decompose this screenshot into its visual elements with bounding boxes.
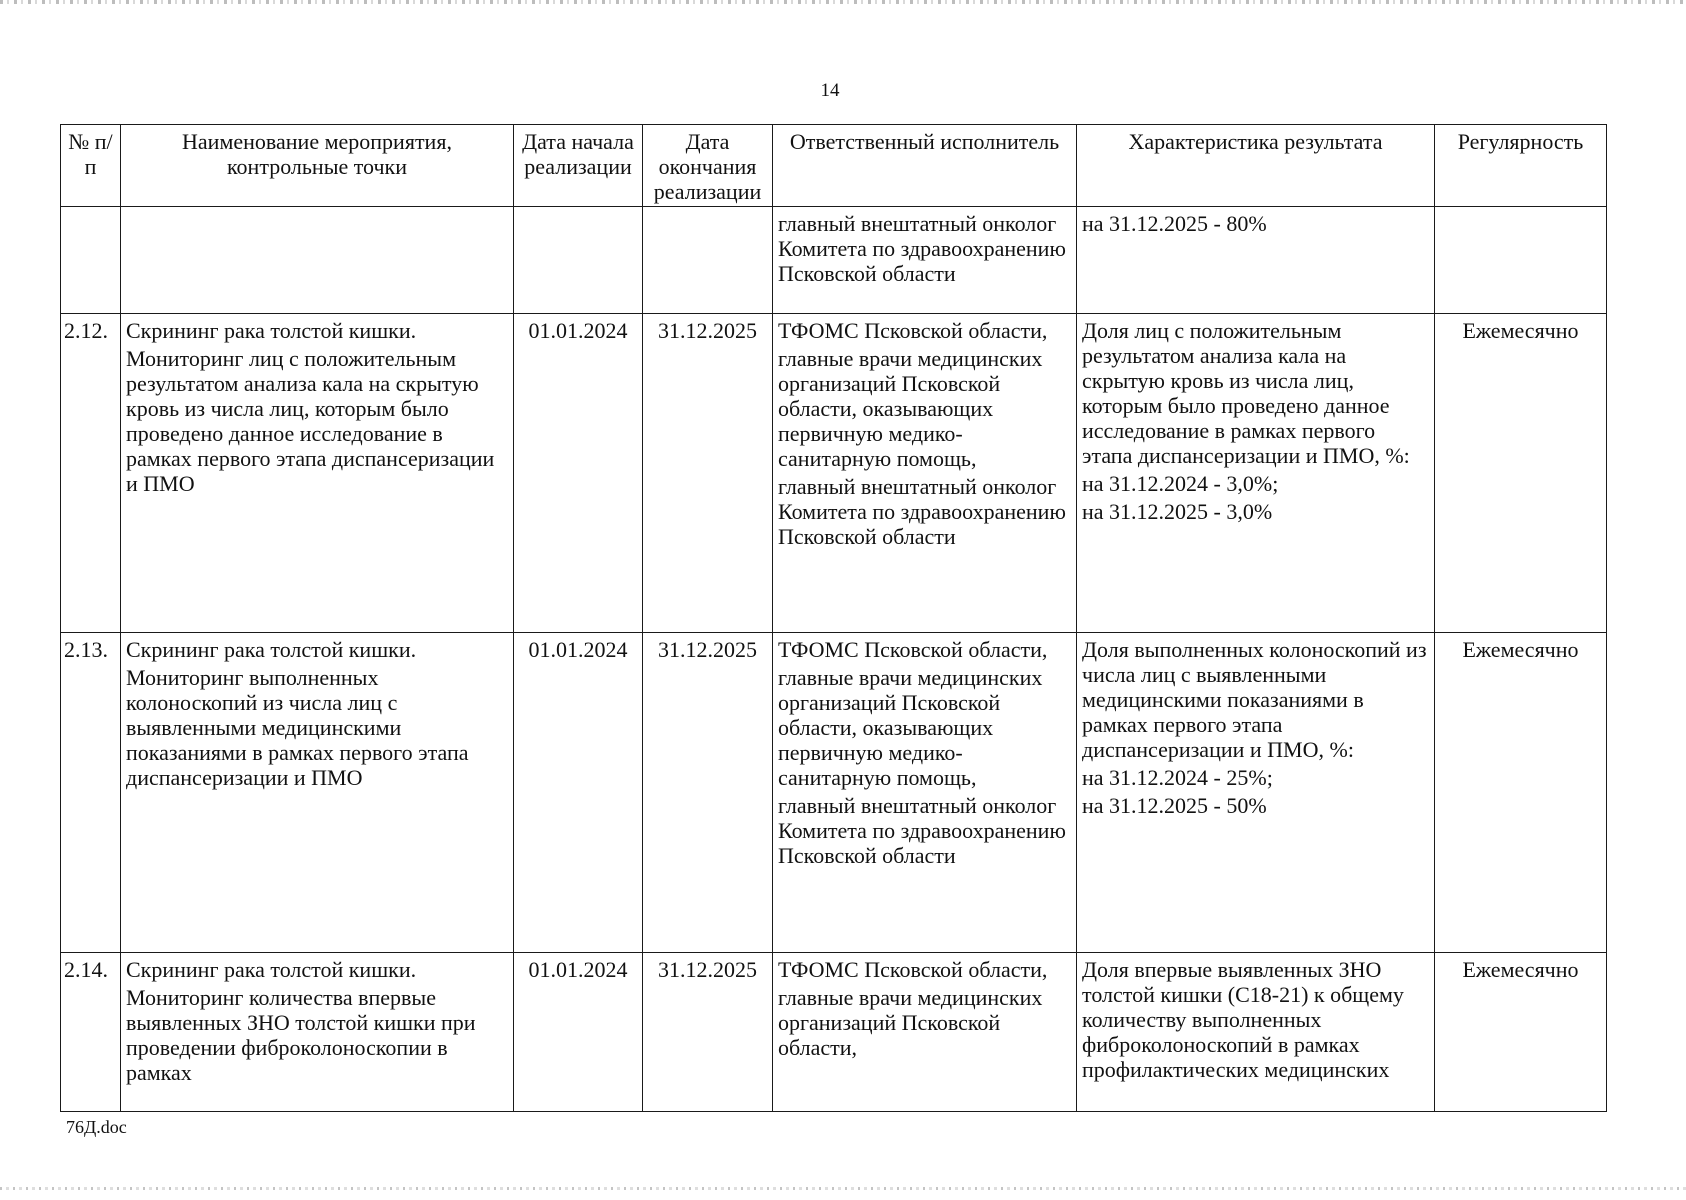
row-number: 2.12. [61, 314, 121, 633]
header-number: № п/п [61, 125, 121, 207]
header-end-date: Дата окончания реализации [643, 125, 773, 207]
row-responsible [773, 633, 1077, 953]
responsible-item: ТФОМС Псковской области, [778, 637, 1048, 662]
responsible-item: ТФОМС Псковской области, [778, 318, 1048, 343]
responsible-item: главный внештатный онколог Комитета по здравоохранению Псковской области [778, 474, 1066, 549]
responsible-item: ТФОМС Псковской области, [778, 957, 1048, 982]
row-start-date [514, 207, 643, 314]
row-number: 2.13. [61, 633, 121, 953]
row-name-body: Мониторинг количества впервые выявленных ЗНО толстой кишки при проведении фиброколоноскопии в рамках [126, 985, 476, 1085]
header-responsible: Ответственный исполнитель [773, 125, 1077, 207]
row-name-title: Скрининг рака толстой кишки. [126, 957, 417, 982]
responsible-item: главные врачи медицинских организаций Псковской области, оказывающих первичную медико-санитарную помощь, [778, 665, 1043, 790]
result-item: на 31.12.2025 - 50% [1082, 793, 1267, 818]
responsible-item: главный внештатный онколог Комитета по здравоохранению Псковской области [778, 211, 1066, 286]
row-responsible [773, 207, 1077, 314]
header-result: Характеристика результата [1077, 125, 1435, 207]
result-item: на 31.12.2024 - 25%; [1082, 765, 1273, 790]
table-row [61, 207, 1607, 314]
header-regularity: Регулярность [1435, 125, 1607, 207]
result-item: Доля впервые выявленных ЗНО толстой кишки (С18-21) к общему количеству выполненных фиброколоноскопий в рамках профилактических медицинских [1082, 957, 1404, 1082]
row-number: 2.14. [61, 953, 121, 1112]
table-header-row [61, 125, 1607, 207]
row-start-date: 01.01.2024 [514, 633, 643, 953]
result-item: на 31.12.2025 - 80% [1082, 211, 1267, 236]
row-result [1077, 633, 1435, 953]
row-name [121, 953, 514, 1112]
row-result [1077, 953, 1435, 1112]
row-regularity [1435, 207, 1607, 314]
row-result [1077, 314, 1435, 633]
responsible-item: главные врачи медицинских организаций Псковской области, [778, 985, 1043, 1060]
row-end-date: 31.12.2025 [643, 314, 773, 633]
result-item: на 31.12.2024 - 3,0%; [1082, 471, 1279, 496]
row-regularity: Ежемесячно [1435, 314, 1607, 633]
footer-filename: 76Д.doc [66, 1117, 127, 1137]
responsible-item: главные врачи медицинских организаций Псковской области, оказывающих первичную медико-санитарную помощь, [778, 346, 1043, 471]
result-item: Доля выполненных колоноскопий из числа лиц с выявленными медицинскими показаниями в рамках первого этапа диспансеризации и ПМО, %: [1082, 637, 1427, 762]
table-row [61, 633, 1607, 953]
row-regularity: Ежемесячно [1435, 953, 1607, 1112]
header-start-date: Дата начала реализации [514, 125, 643, 207]
row-responsible [773, 953, 1077, 1112]
row-number [61, 207, 121, 314]
page-number: 14 [820, 80, 840, 101]
table-row [61, 314, 1607, 633]
row-name-body: Мониторинг выполненных колоноскопий из числа лиц с выявленными медицинскими показаниями в рамках первого этапа диспансеризации и ПМО [126, 665, 469, 790]
row-name [121, 314, 514, 633]
row-end-date [643, 207, 773, 314]
row-name [121, 207, 514, 314]
result-item: на 31.12.2025 - 3,0% [1082, 499, 1273, 524]
scan-edge-bottom [0, 1187, 1686, 1190]
row-name-title: Скрининг рака толстой кишки. [126, 637, 417, 662]
row-start-date: 01.01.2024 [514, 953, 643, 1112]
row-responsible [773, 314, 1077, 633]
row-name-body: Мониторинг лиц с положительным результатом анализа кала на скрытую кровь из числа лиц, которым было проведено данное исследование в рамках первого этапа диспансеризации и ПМО [126, 346, 495, 496]
row-name [121, 633, 514, 953]
header-name: Наименование мероприятия, контрольные точки [121, 125, 514, 207]
measures-table [60, 124, 1607, 1112]
row-end-date: 31.12.2025 [643, 633, 773, 953]
row-start-date: 01.01.2024 [514, 314, 643, 633]
row-regularity: Ежемесячно [1435, 633, 1607, 953]
result-item: Доля лиц с положительным результатом анализа кала на скрытую кровь из числа лиц, которым было проведено данное исследование в рамках первого этапа диспансеризации и ПМО, %: [1082, 318, 1410, 468]
row-result [1077, 207, 1435, 314]
responsible-item: главный внештатный онколог Комитета по здравоохранению Псковской области [778, 793, 1066, 868]
row-end-date: 31.12.2025 [643, 953, 773, 1112]
table-row [61, 953, 1607, 1112]
scan-edge-top [0, 0, 1686, 4]
row-name-title: Скрининг рака толстой кишки. [126, 318, 417, 343]
